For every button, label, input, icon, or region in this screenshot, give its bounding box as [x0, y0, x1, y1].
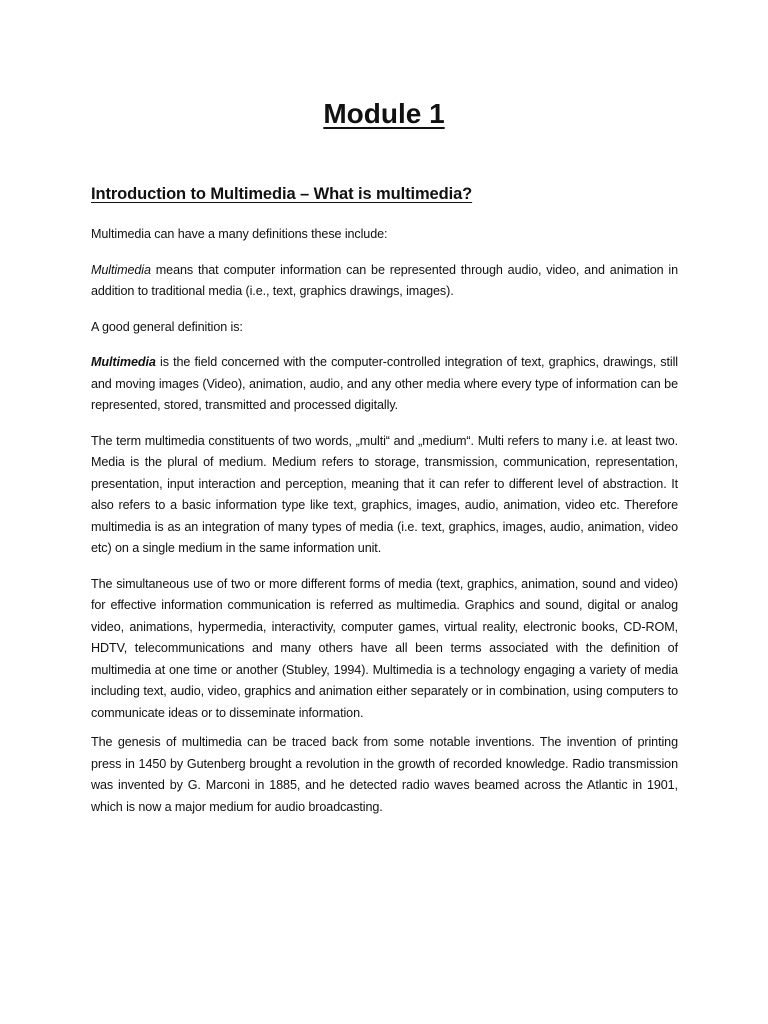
paragraph-intro: Multimedia can have a many definitions these include: [91, 227, 388, 241]
paragraph-simultaneous-use: The simultaneous use of two or more different forms of media (text, graphics, animation, sound and video) for effective information communication is referred as multimedia. Graphics and sound, digital or analog video, animations, hypermedia, interactivity, computer games, virtual reality, electronic books, CD-ROM, HDTV, telecommunications and many others have all been terms associated with the definition of multimedia at one time or another (Stubley, 1994). Multimedia is a technology engaging a variety of media including text, audio, video, graphics and animation either separately or in combination, using computers to communicate ideas or to disseminate information. [91, 576, 678, 720]
paragraph-definition-2 [91, 352, 678, 417]
paragraph-definition-1 [91, 260, 678, 303]
section-heading: Introduction to Multimedia – What is multimedia? [91, 185, 473, 203]
term-multimedia-bold-italic: Multimedia [91, 355, 156, 369]
definition-2-text: is the field concerned with the computer-controlled integration of text, graphics, drawings, still and moving images (Video), animation, audio, and any other media where every type of information can be represented, stored, transmitted and processed digitally. [91, 355, 678, 412]
paragraph-term-explanation: The term multimedia constituents of two words, „multi“ and „medium“. Multi refers to many i.e. at least two. Media is the plural of medium. Medium refers to storage, transmission, communication, representation, presentation, input interaction and perception, meaning that it can refer to different level of abstraction. It also refers to a basic information type like text, graphics, images, audio, animation, video etc. Therefore multimedia is as an integration of many types of media (i.e. text, graphics, images, audio, animation, video etc) on a single medium in the same information unit. [91, 433, 678, 555]
term-multimedia-italic: Multimedia [91, 262, 151, 277]
module-title-text: Module 1 [323, 98, 445, 129]
definition-1-text: means that computer information can be represented through audio, video, and animation in addition to traditional media (i.e., text, graphics drawings, images). [91, 262, 678, 298]
document-body [91, 180, 678, 832]
page-title [0, 94, 768, 134]
paragraph-genesis: The genesis of multimedia can be traced back from some notable inventions. The invention of printing press in 1450 by Gutenberg brought a revolution in the growth of recorded knowledge. Radio transmission was invented by G. Marconi in 1885, and he detected radio waves beamed across the Atlantic in 1901, which is now a major medium for audio broadcasting. [91, 735, 678, 814]
paragraph-general-definition-lead: A good general definition is: [91, 319, 243, 334]
